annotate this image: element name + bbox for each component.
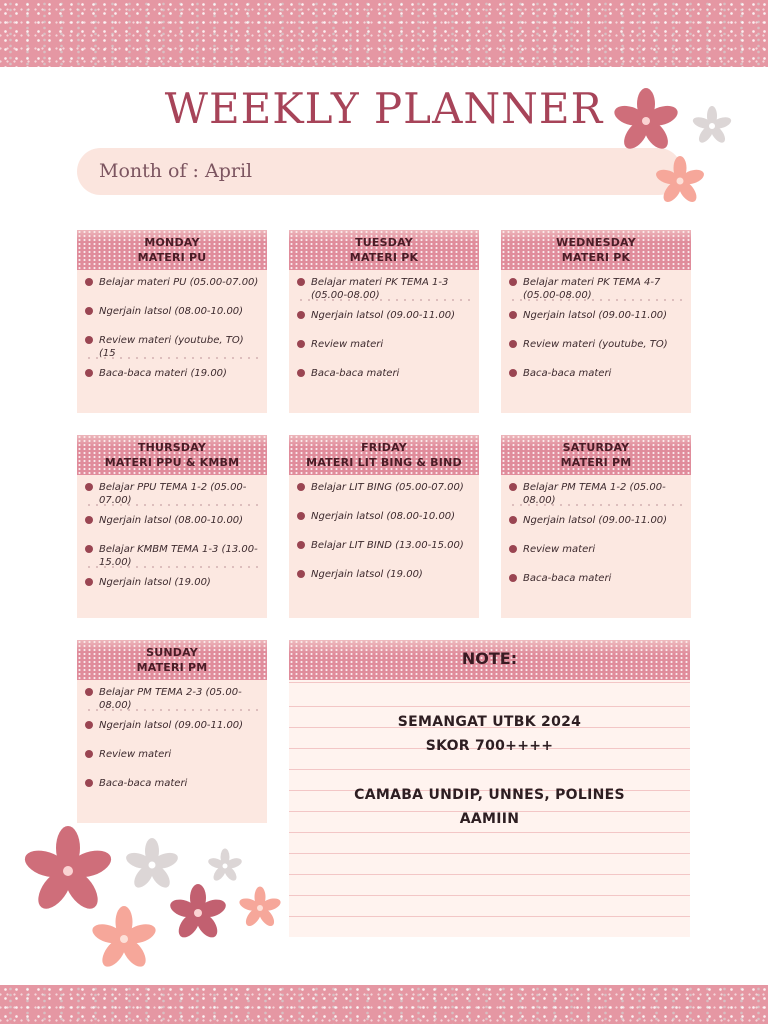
note-line: SKOR 700++++	[425, 738, 554, 754]
day-subject: MATERI PPU & KMBM	[104, 456, 240, 469]
bullet-icon	[509, 574, 517, 582]
task-item: Review materi (youtube, TO)	[509, 338, 683, 360]
bullet-icon	[297, 369, 305, 377]
task-item: Ngerjain latsol (09.00-11.00)	[509, 514, 683, 536]
bullet-icon	[509, 311, 517, 319]
day-subject: MATERI PK	[349, 251, 419, 264]
day-card-header	[77, 230, 267, 270]
bullet-icon	[297, 278, 305, 286]
bullet-icon	[85, 779, 93, 787]
day-subject: MATERI PK	[561, 251, 631, 264]
bullet-icon	[85, 483, 93, 491]
bullet-icon	[85, 278, 93, 286]
day-name: THURSDAY	[137, 441, 207, 454]
flower-icon	[610, 85, 682, 157]
task-item: Belajar PPU TEMA 1-2 (05.00-07.00)	[85, 481, 259, 507]
note-box	[289, 640, 690, 937]
bullet-icon	[509, 516, 517, 524]
task-item: Ngerjain latsol (09.00-11.00)	[509, 309, 683, 331]
bullet-icon	[85, 369, 93, 377]
task-item: Baca-baca materi (19.00)	[85, 367, 259, 389]
task-item: Belajar materi PK TEMA 1-3 (05.00-08.00)	[297, 276, 471, 302]
day-name: MONDAY	[144, 236, 200, 249]
bullet-icon	[85, 307, 93, 315]
task-item: Review materi (youtube, TO) (15	[85, 334, 259, 360]
day-subject: MATERI LIT BING & BIND	[306, 456, 462, 469]
day-card-sunday	[77, 640, 267, 823]
task-item: Belajar KMBM TEMA 1-3 (13.00-15.00)	[85, 543, 259, 569]
bullet-icon	[509, 278, 517, 286]
note-header	[289, 640, 690, 680]
task-item: Baca-baca materi	[297, 367, 471, 389]
bullet-icon	[85, 750, 93, 758]
task-item: Belajar LIT BIND (13.00-15.00)	[297, 539, 471, 561]
task-item: Belajar PM TEMA 2-3 (05.00-08.00)	[85, 686, 259, 712]
bullet-icon	[297, 340, 305, 348]
day-subject: MATERI PM	[560, 456, 632, 469]
task-item: Review materi	[297, 338, 471, 360]
bullet-icon	[509, 483, 517, 491]
month-label: Month of : April	[99, 160, 253, 182]
day-card-thursday	[77, 435, 267, 618]
day-card-saturday	[501, 435, 691, 618]
month-bar	[77, 148, 682, 195]
task-item: Review materi	[85, 748, 259, 770]
day-card-monday	[77, 230, 267, 413]
task-item: Ngerjain latsol (19.00)	[297, 568, 471, 590]
day-name: FRIDAY	[361, 441, 407, 454]
flower-icon	[206, 847, 244, 885]
day-card-header	[77, 435, 267, 475]
day-subject: MATERI PM	[136, 661, 208, 674]
bullet-icon	[85, 721, 93, 729]
task-item: Belajar LIT BING (05.00-07.00)	[297, 481, 471, 503]
bullet-icon	[85, 688, 93, 696]
task-item: Review materi	[509, 543, 683, 565]
bullet-icon	[85, 336, 93, 344]
task-item: Baca-baca materi	[85, 777, 259, 799]
note-line: CAMABA UNDIP, UNNES, POLINES	[354, 787, 625, 803]
day-card-friday	[289, 435, 479, 618]
note-line: AAMIIN	[459, 811, 520, 827]
day-card-tuesday	[289, 230, 479, 413]
task-item: Ngerjain latsol (08.00-10.00)	[297, 510, 471, 532]
bullet-icon	[85, 545, 93, 553]
flower-icon	[690, 104, 734, 148]
day-name: SUNDAY	[146, 646, 198, 659]
bottom-glitter-border	[0, 985, 768, 1024]
day-card-header	[501, 435, 691, 475]
flower-icon	[166, 881, 230, 945]
task-item: Belajar PM TEMA 1-2 (05.00-08.00)	[509, 481, 683, 507]
bullet-icon	[297, 541, 305, 549]
page-title: WEEKLY PLANNER	[164, 84, 604, 133]
task-item: Ngerjain latsol (19.00)	[85, 576, 259, 598]
task-item: Baca-baca materi	[509, 367, 683, 389]
flower-icon	[653, 154, 707, 208]
task-item: Belajar materi PK TEMA 4-7 (05.00-08.00)	[509, 276, 683, 302]
day-card-header	[289, 435, 479, 475]
bullet-icon	[297, 311, 305, 319]
top-glitter-border	[0, 0, 768, 67]
bullet-icon	[297, 570, 305, 578]
task-item: Ngerjain latsol (08.00-10.00)	[85, 305, 259, 327]
bullet-icon	[85, 516, 93, 524]
day-card-header	[77, 640, 267, 680]
flower-icon	[236, 884, 284, 932]
day-name: TUESDAY	[355, 236, 413, 249]
task-item: Ngerjain latsol (08.00-10.00)	[85, 514, 259, 536]
bullet-icon	[297, 512, 305, 520]
note-label: NOTE:	[461, 649, 518, 668]
bullet-icon	[509, 369, 517, 377]
day-card-header	[289, 230, 479, 270]
day-name: SATURDAY	[562, 441, 630, 454]
day-subject: MATERI PU	[137, 251, 207, 264]
bullet-icon	[85, 578, 93, 586]
flower-icon	[89, 904, 159, 974]
day-card-header	[501, 230, 691, 270]
note-line: SEMANGAT UTBK 2024	[397, 714, 582, 730]
task-item: Ngerjain latsol (09.00-11.00)	[85, 719, 259, 741]
day-name: WEDNESDAY	[556, 236, 636, 249]
task-item: Ngerjain latsol (09.00-11.00)	[297, 309, 471, 331]
bullet-icon	[297, 483, 305, 491]
task-item: Belajar materi PU (05.00-07.00)	[85, 276, 259, 298]
bullet-icon	[509, 340, 517, 348]
day-card-wednesday	[501, 230, 691, 413]
bullet-icon	[509, 545, 517, 553]
task-item: Baca-baca materi	[509, 572, 683, 594]
